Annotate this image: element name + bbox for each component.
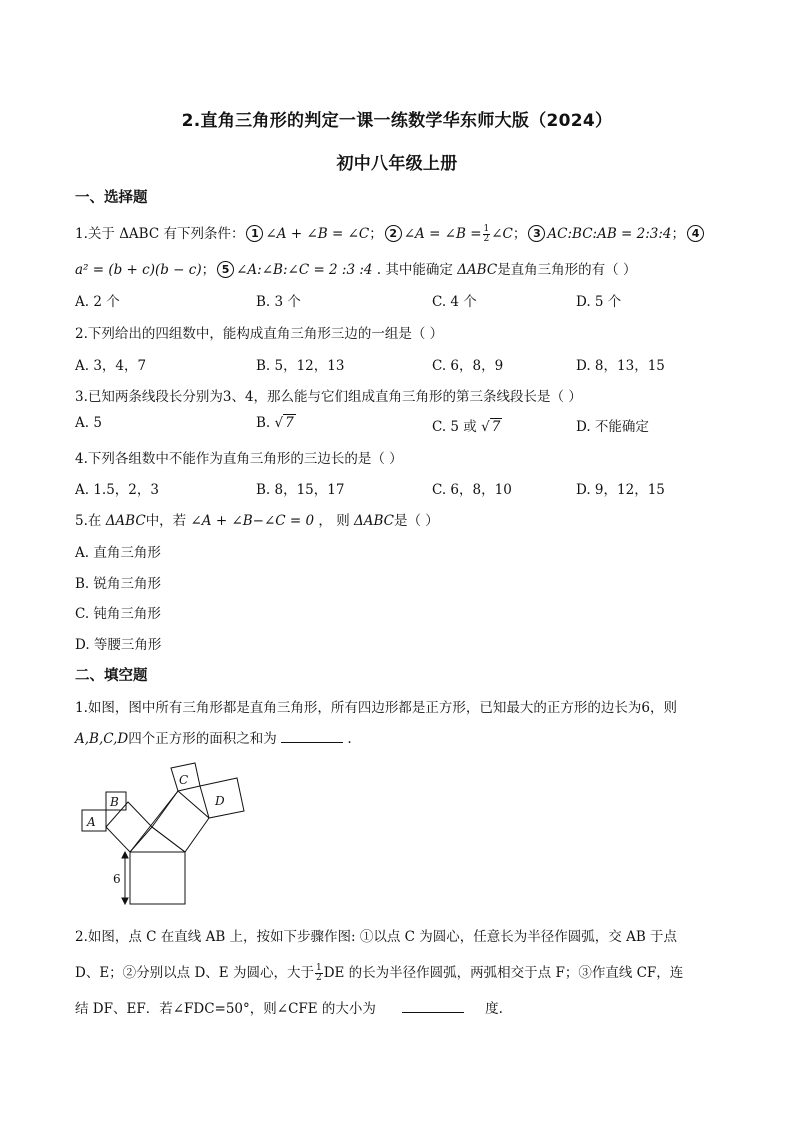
q3-option-d: D. 不能确定 [576,419,649,435]
large-square [130,852,185,904]
document-subtitle: 初中八年级上册 [336,154,458,174]
label-b: B [110,795,119,809]
fraction-half: $\frac{1}{2}$ [315,963,322,983]
label-d: D [215,794,225,808]
circled-number-5: 5 [217,261,234,278]
answer-blank [402,1000,464,1013]
q2-option-c: C. 6，8，9 [432,358,504,374]
answer-blank [281,730,343,743]
document-title: 2.直角三角形的判定一课一练数学华东师大版（2024） [181,111,613,131]
q1-option-a: A. 2 个 [75,294,120,310]
circled-number-1: 1 [246,225,263,242]
question-4-text: 4.下列各组数中不能作为直角三角形的三边长的是（ ） [75,451,403,467]
circled-number-2: 2 [385,225,402,242]
question-1-line-2: a² = (b + c)(b − c)； 5 ∠A:∠B:∠C = 2 :3 :4 . 其中能确定 ΔABC是直角三角形的有（ ） [75,262,637,278]
square-root: √ 7 [274,415,294,431]
circled-number-3: 3 [528,225,545,242]
question-5-text: 5.在 ΔABC中，若 ∠A + ∠B−∠C = 0 ， 则 ΔABC是（ ） [75,513,439,529]
question-2-text: 2.下列给出的四组数中，能构成直角三角形三边的一组是（ ） [75,326,444,342]
q4-option-a: A. 1.5，2，3 [75,482,159,498]
square-root: √ 7 [481,419,501,435]
fill-question-2-line-2: D、E；②分别以点 D、E 为圆心，大于 $\frac{1}{2}$ DE 的长为半径作圆弧，两弧相交于点 F；③作直线 CF，连 [75,963,684,983]
fill-question-1-line-2: A,B,C,D四个正方形的面积之和为 . [75,731,352,747]
q3-option-a: A. 5 [75,415,102,431]
q4-option-d: D. 9，12，15 [576,482,665,498]
label-a: A [87,815,96,829]
question-3-text: 3.已知两条线段长分别为3、4，那么能与它们组成直角三角形的第三条线段长是（ ） [75,389,582,405]
q3-option-b: B. √ 7 [256,415,294,431]
fill-question-2-line-3: 结 DF、EF．若∠FDC=50°，则∠CFE 的大小为 度. [75,1001,503,1017]
q2-option-d: D. 8，13，15 [576,358,665,374]
q2-option-b: B. 5，12，13 [256,358,345,374]
q1-option-b: B. 3 个 [256,294,301,310]
q1-option-d: D. 5 个 [576,294,622,310]
section-heading-fill-in: 二、填空题 [75,668,148,684]
fraction-half: $\frac{1}{2}$ [483,224,490,244]
q3-option-c: C. 5 或 √ 7 [432,419,501,435]
q5-option-a: A. 直角三角形 [75,545,161,561]
fill-question-2-line-1: 2.如图，点 C 在直线 AB 上，按如下步骤作图: ①以点 C 为圆心，任意长为半径作圆弧，交 AB 于点 [75,929,678,945]
section-heading-choice: 一、选择题 [75,190,148,206]
q2-option-a: A. 3，4，7 [75,358,147,374]
q4-option-b: B. 8，15，17 [256,482,345,498]
q4-option-c: C. 6，8，10 [432,482,512,498]
label-side-length: 6 [113,872,121,886]
fill-question-1-line-1: 1.如图，图中所有三角形都是直角三角形，所有四边形都是正方形，已知最大的正方形的边长为6，则 [75,700,677,716]
q5-option-d: D. 等腰三角形 [75,637,162,653]
q5-option-c: C. 钝角三角形 [75,606,161,622]
q5-option-b: B. 锐角三角形 [75,576,162,592]
pythagoras-squares-figure [78,760,258,910]
square-right-mid [152,791,209,852]
question-1-line-1: 1.关于 ΔABC 有下列条件： 1 ∠A + ∠B = ∠C； 2 ∠A = ∠B = $\frac{1}{2}$ ∠C； 3 AC:BC:AB = 2:3:4； 4 [75,222,706,244]
q1-option-c: C. 4 个 [432,294,477,310]
circled-number-4: 4 [687,225,704,242]
label-c: C [179,773,189,787]
